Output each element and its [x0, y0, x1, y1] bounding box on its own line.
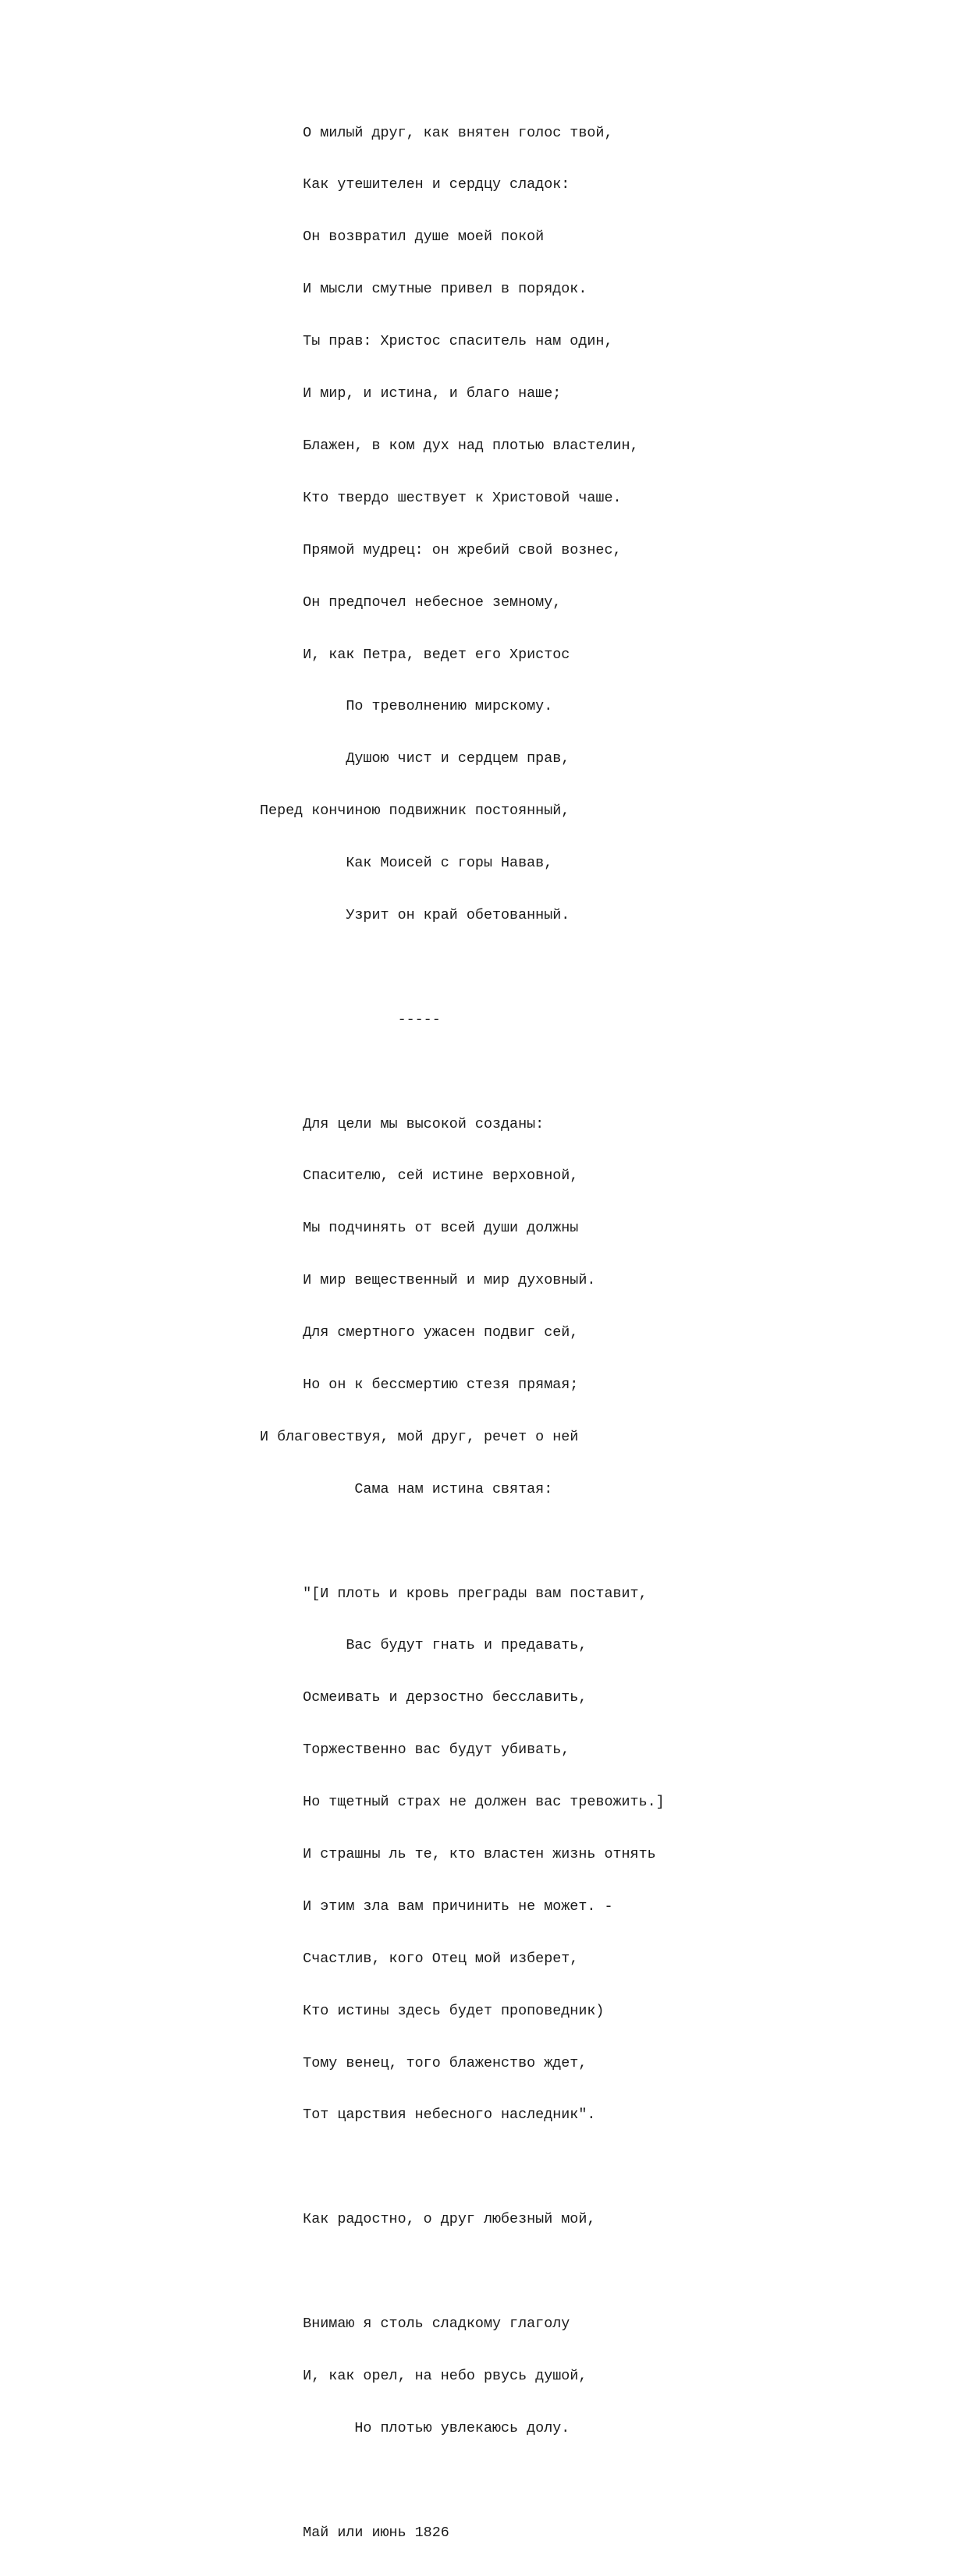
poem-line: Ты прав: Христос спаситель нам один, [260, 333, 613, 350]
poem-line: Для смертного ужасен подвиг сей, [260, 1324, 579, 1341]
poem-line: И этим зла вам причинить не может. - [260, 1897, 613, 1915]
poem-line: Он возвратил душе моей покой [260, 229, 545, 246]
poem-line: И мир вещественный и мир духовный. [260, 1272, 596, 1289]
poem-line: Спасителю, сей истине верховной, [260, 1168, 579, 1185]
blank-line [260, 959, 931, 976]
poem-line: Внимаю я столь сладкому глаголу [260, 2316, 570, 2332]
poem-line: О милый друг, как внятен голос твой, [260, 124, 613, 141]
poem-line: Перед кончиною подвижник постоянный, [260, 803, 570, 820]
blank-line [260, 2159, 931, 2176]
poem-line: Кто твердо шествует к Христовой чаше. [260, 489, 622, 506]
poem-line: Тот царствия небесного наследник". [260, 2107, 596, 2124]
poem-line: Узрит он край обетованный. [260, 906, 570, 923]
poem-date: Май или июнь 1826 [260, 2524, 449, 2541]
poem-line: Но тщетный страх не должен вас тревожить.] [260, 1794, 665, 1811]
poem-line: Как радостно, о друг любезный мой, [260, 2211, 596, 2228]
poem-line: Но он к бессмертию стезя прямая; [260, 1376, 579, 1393]
poem-line: И благовествуя, мой друг, речет о ней [260, 1428, 579, 1445]
blank-line [260, 2472, 931, 2489]
poem-line: Тому венец, того блаженство ждет, [260, 2054, 587, 2071]
poem-line: Но плотью увлекаюсь долу. [260, 2419, 570, 2436]
poem-line: Для цели мы высокой созданы: [260, 1115, 545, 1132]
poem-text [260, 90, 931, 2576]
poem-line: Счастлив, кого Отец мой изберет, [260, 1950, 579, 1967]
poem-line: Сама нам истина святая: [260, 1480, 553, 1497]
poem-line: Вас будут гнать и предавать, [260, 1637, 587, 1654]
poem-line: Кто истины здесь будет проповедник) [260, 2002, 605, 2019]
poem-line: По треволнению мирскому. [260, 698, 553, 715]
blank-line [260, 1533, 931, 1550]
poem-line: И мысли смутные привел в порядок. [260, 281, 587, 298]
poem-line: Как Моисей с горы Навав, [260, 855, 553, 872]
blank-line [260, 1064, 931, 1081]
poem-line: "[И плоть и кровь преграды вам поставит, [260, 1585, 648, 1602]
poem-line: Как утешителен и сердцу сладок: [260, 176, 570, 193]
poem-line: И, как орел, на небо рвусь душой, [260, 2367, 587, 2384]
poem-line: Мы подчинять от всей души должны [260, 1220, 579, 1237]
poem-line: И, как Петра, ведет его Христос [260, 646, 570, 663]
poem-line: И мир, и истина, и благо наше; [260, 385, 562, 402]
section-divider: ----- [260, 1011, 441, 1028]
poem-line: И страшны ль те, кто властен жизнь отнять [260, 1845, 656, 1862]
poem-line: Он предпочел небесное земному, [260, 594, 562, 611]
poem-line: Блажен, в ком дух над плотью властелин, [260, 437, 639, 454]
poem-line: Торжественно вас будут убивать, [260, 1742, 570, 1759]
poem-line: Душою чист и сердцем прав, [260, 750, 570, 767]
poem-line: Осмеивать и дерзостно бесславить, [260, 1689, 587, 1706]
poem-line: Прямой мудрец: он жребий свой вознес, [260, 541, 622, 558]
blank-line [260, 2263, 931, 2280]
